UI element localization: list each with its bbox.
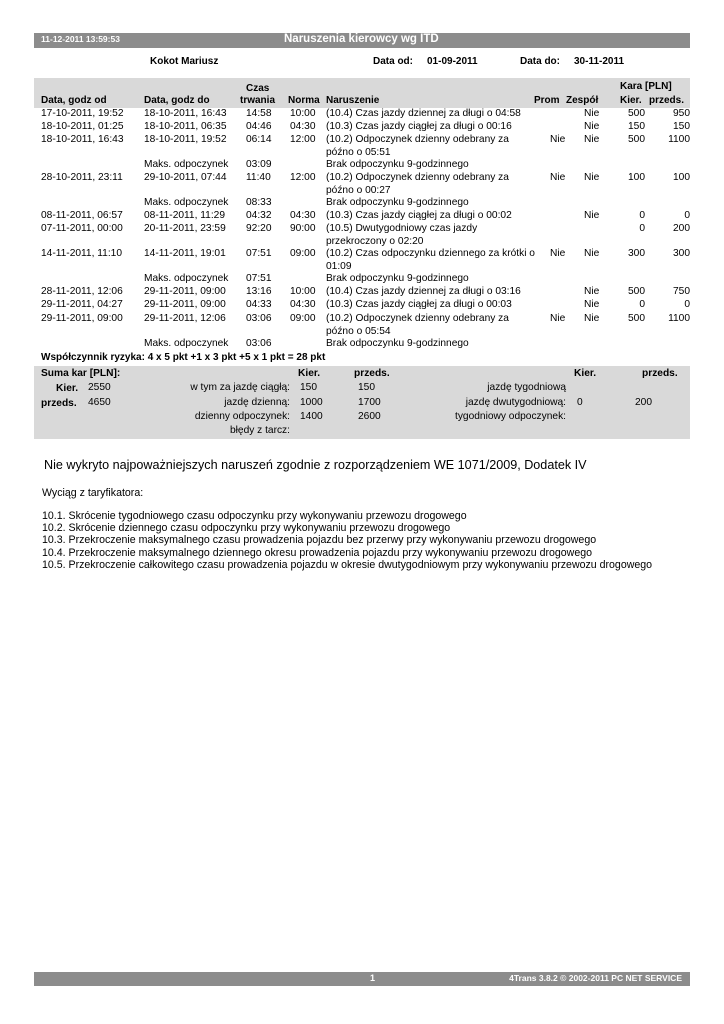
row-fine-driver: 500 bbox=[628, 313, 645, 324]
row-fine-company: 300 bbox=[673, 248, 690, 259]
row-fine-company: 950 bbox=[673, 108, 690, 119]
row-violation: (10.4) Czas jazdy dziennej za długi o 03:16 bbox=[326, 286, 521, 297]
row-fine-driver: 500 bbox=[628, 134, 645, 145]
row-violation: (10.3) Czas jazdy ciągłej za długi o 00:02 bbox=[326, 210, 512, 221]
row-to: 18-10-2011, 06:35 bbox=[144, 121, 227, 132]
row-fine-company: 200 bbox=[673, 223, 690, 234]
row-to: 20-11-2011, 23:59 bbox=[144, 223, 226, 234]
row-to: 29-10-2011, 07:44 bbox=[144, 172, 227, 183]
weekly-rest-label: tygodniowy odpoczynek: bbox=[455, 411, 566, 422]
row-from: 29-11-2011, 09:00 bbox=[41, 313, 123, 324]
row-fine-driver: 300 bbox=[628, 248, 645, 259]
col-team: Zespół bbox=[566, 95, 599, 106]
row-team: Nie bbox=[584, 172, 600, 183]
row-duration: 04:46 bbox=[246, 121, 272, 132]
row-violation: (10.2) Odpoczynek dzienny odebrany za późno o 05:51 bbox=[326, 134, 509, 158]
row-team: Nie bbox=[584, 286, 600, 297]
daily-rest-przeds: 2600 bbox=[358, 411, 381, 422]
summary-title: Suma kar [PLN]: bbox=[41, 368, 121, 379]
row-from: 07-11-2011, 00:00 bbox=[41, 223, 123, 234]
col-prom: Prom bbox=[534, 95, 560, 106]
tariff-legend bbox=[42, 510, 652, 571]
weekly-label: jazdę tygodniową bbox=[487, 382, 566, 393]
row-prom: Nie bbox=[550, 134, 566, 145]
col-violation: Naruszenie bbox=[326, 95, 380, 106]
driver-name: Kokot Mariusz bbox=[150, 56, 219, 67]
row-to: 14-11-2011, 19:01 bbox=[144, 248, 226, 259]
driver-total-label: Kier. bbox=[56, 383, 79, 394]
row-from: 08-11-2011, 06:57 bbox=[41, 210, 123, 221]
date-to-value: 30-11-2011 bbox=[574, 56, 625, 67]
row-from: 28-11-2011, 12:06 bbox=[41, 286, 123, 297]
row-duration: 14:58 bbox=[246, 108, 272, 119]
row-team: Nie bbox=[584, 313, 600, 324]
row-fine-company: 750 bbox=[673, 286, 690, 297]
daily-kier: 1000 bbox=[300, 397, 323, 408]
col-duration-line1: Czas bbox=[246, 83, 270, 94]
summary-col-kier-2: Kier. bbox=[574, 368, 597, 379]
fines-summary bbox=[34, 366, 690, 439]
legend-item: 10.5. Przekroczenie całkowitego czasu prowadzenia pojazdu w okresie dwutygodniowym przy wykonywaniu przewozu drogowego bbox=[42, 558, 653, 571]
row-from: 29-11-2011, 04:27 bbox=[41, 299, 123, 310]
copyright: 4Trans 3.8.2 © 2002-2011 PC NET SERVICE bbox=[509, 973, 682, 983]
row-violation: Brak odpoczynku 9-godzinnego bbox=[326, 338, 469, 349]
row-norm: 90:00 bbox=[290, 223, 316, 234]
row-to: 29-11-2011, 09:00 bbox=[144, 299, 226, 310]
row-violation: Brak odpoczynku 9-godzinnego bbox=[326, 273, 469, 284]
col-duration-line2: trwania bbox=[240, 95, 276, 106]
company-total-label: przeds. bbox=[41, 398, 77, 409]
row-to: Maks. odpoczynek bbox=[144, 338, 229, 349]
row-fine-driver: 150 bbox=[628, 121, 645, 132]
summary-col-przeds-2: przeds. bbox=[642, 368, 678, 379]
row-norm: 10:00 bbox=[290, 108, 316, 119]
row-from: 18-10-2011, 16:43 bbox=[41, 134, 124, 145]
row-to: Maks. odpoczynek bbox=[144, 197, 229, 208]
row-fine-driver: 0 bbox=[639, 210, 645, 221]
daily-rest-label: dzienny odpoczynek: bbox=[194, 411, 290, 422]
row-to: 08-11-2011, 11:29 bbox=[144, 210, 225, 221]
row-duration: 04:33 bbox=[246, 299, 272, 310]
col-to: Data, godz do bbox=[144, 95, 210, 106]
row-duration: 07:51 bbox=[246, 273, 272, 284]
row-to: 29-11-2011, 09:00 bbox=[144, 286, 226, 297]
col-fines: Kara [PLN] bbox=[620, 81, 672, 92]
row-prom: Nie bbox=[550, 313, 566, 324]
row-to: Maks. odpoczynek bbox=[144, 273, 229, 284]
row-from: 18-10-2011, 01:25 bbox=[41, 121, 124, 132]
report-footer-bar bbox=[34, 972, 690, 986]
row-from: 17-10-2011, 19:52 bbox=[41, 108, 124, 119]
serious-violations-notice: Nie wykryto najpoważniejszych naruszeń zgodnie z rozporządzeniem WE 1071/2009, Dodatek IV bbox=[44, 458, 587, 472]
row-duration: 13:16 bbox=[246, 286, 272, 297]
row-norm: 04:30 bbox=[290, 210, 316, 221]
report-header-bar bbox=[34, 33, 690, 48]
row-duration: 03:06 bbox=[246, 313, 272, 324]
date-to-label: Data do: bbox=[520, 56, 560, 67]
row-fine-company: 1100 bbox=[668, 313, 690, 324]
row-fine-company: 100 bbox=[673, 172, 690, 183]
row-to: 29-11-2011, 12:06 bbox=[144, 313, 226, 324]
row-prom: Nie bbox=[550, 248, 566, 259]
row-norm: 04:30 bbox=[290, 299, 316, 310]
row-violation: (10.5) Dwutygodniowy czas jazdy przekroczony o 02:20 bbox=[326, 223, 478, 247]
row-violation: (10.2) Odpoczynek dzienny odebrany za późno o 00:27 bbox=[326, 172, 509, 196]
legend-item: 10.1. Skrócenie tygodniowego czasu odpoczynku przy wykonywaniu przewozu drogowego bbox=[42, 510, 467, 522]
daily-label: jazdę dzienną: bbox=[224, 397, 290, 408]
row-team: Nie bbox=[584, 108, 600, 119]
row-team: Nie bbox=[584, 248, 600, 259]
biweekly-label: jazdę dwutygodniową: bbox=[465, 397, 566, 408]
row-duration: 07:51 bbox=[246, 248, 272, 259]
row-fine-company: 0 bbox=[684, 210, 690, 221]
row-fine-driver: 100 bbox=[628, 172, 645, 183]
col-from: Data, godz od bbox=[41, 95, 107, 106]
row-norm: 04:30 bbox=[290, 121, 316, 132]
row-duration: 03:09 bbox=[246, 159, 272, 170]
row-team: Nie bbox=[584, 134, 600, 145]
col-fine-driver: Kier. bbox=[620, 95, 642, 106]
continuous-label: w tym za jazdę ciągłą: bbox=[190, 382, 290, 393]
biweekly-kier: 0 bbox=[577, 397, 583, 408]
row-violation: (10.3) Czas jazdy ciągłej za długi o 00:03 bbox=[326, 299, 512, 310]
row-fine-driver: 0 bbox=[639, 223, 645, 234]
row-violation: Brak odpoczynku 9-godzinnego bbox=[326, 197, 469, 208]
row-duration: 08:33 bbox=[246, 197, 272, 208]
row-team: Nie bbox=[584, 210, 600, 221]
row-fine-driver: 0 bbox=[639, 299, 645, 310]
page-number: 1 bbox=[370, 973, 376, 983]
row-from: 28-10-2011, 23:11 bbox=[41, 172, 123, 183]
col-fine-company: przeds. bbox=[649, 95, 685, 106]
company-total-value: 4650 bbox=[88, 397, 111, 408]
row-from: 14-11-2011, 11:10 bbox=[41, 248, 122, 259]
biweekly-przeds: 200 bbox=[635, 397, 652, 408]
row-duration: 92:20 bbox=[246, 223, 272, 234]
row-duration: 04:32 bbox=[246, 210, 272, 221]
row-fine-driver: 500 bbox=[628, 108, 645, 119]
date-from-label: Data od: bbox=[373, 56, 413, 67]
row-team: Nie bbox=[584, 121, 600, 132]
driver-total-value: 2550 bbox=[88, 382, 111, 393]
row-violation: (10.4) Czas jazdy dziennej za długi o 04:58 bbox=[326, 108, 521, 119]
row-norm: 12:00 bbox=[290, 172, 316, 183]
row-to: Maks. odpoczynek bbox=[144, 159, 229, 170]
daily-rest-kier: 1400 bbox=[300, 411, 323, 422]
row-duration: 03:06 bbox=[246, 338, 272, 349]
legend-item: 10.4. Przekroczenie maksymalnego dziennego okresu prowadzenia pojazdu przy wykonywaniu przewozu drogowego bbox=[42, 546, 593, 559]
row-prom: Nie bbox=[550, 172, 566, 183]
row-violation: (10.2) Czas odpoczynku dziennego za krótki o 01:09 bbox=[326, 248, 535, 272]
row-norm: 10:00 bbox=[290, 286, 316, 297]
row-fine-driver: 500 bbox=[628, 286, 645, 297]
row-norm: 09:00 bbox=[290, 313, 316, 324]
row-to: 18-10-2011, 16:43 bbox=[144, 108, 227, 119]
row-norm: 12:00 bbox=[290, 134, 316, 145]
row-duration: 06:14 bbox=[246, 134, 272, 145]
row-fine-company: 0 bbox=[684, 299, 690, 310]
continuous-kier: 150 bbox=[300, 382, 317, 393]
tacho-errors-label: błędy z tarcz: bbox=[229, 425, 290, 436]
row-violation: (10.3) Czas jazdy ciągłej za długi o 00:16 bbox=[326, 121, 512, 132]
report-title: Naruszenia kierowcy wg ITD bbox=[284, 33, 439, 45]
tariff-excerpt-title: Wyciąg z taryfikatora: bbox=[42, 487, 144, 499]
summary-col-kier: Kier. bbox=[298, 368, 321, 379]
summary-col-przeds: przeds. bbox=[354, 368, 390, 379]
row-violation: (10.2) Odpoczynek dzienny odebrany za późno o 05:54 bbox=[326, 313, 509, 337]
row-violation: Brak odpoczynku 9-godzinnego bbox=[326, 159, 469, 170]
col-norm: Norma bbox=[288, 95, 320, 106]
legend-item: 10.3. Przekroczenie maksymalnego czasu prowadzenia pojazdu bez przerwy przy wykonywaniu przewozu drogowego bbox=[42, 534, 597, 547]
daily-przeds: 1700 bbox=[358, 397, 381, 408]
legend-item: 10.2. Skrócenie dziennego czasu odpoczynku przy wykonywaniu przewozu drogowego bbox=[42, 522, 451, 535]
print-timestamp: 11-12-2011 13:59:53 bbox=[41, 34, 120, 44]
row-fine-company: 1100 bbox=[668, 134, 690, 145]
row-norm: 09:00 bbox=[290, 248, 316, 259]
continuous-przeds: 150 bbox=[358, 382, 375, 393]
risk-factor: Współczynnik ryzyka: 4 x 5 pkt +1 x 3 pkt +5 x 1 pkt = 28 pkt bbox=[41, 352, 326, 363]
table-header bbox=[34, 78, 690, 108]
date-from-value: 01-09-2011 bbox=[427, 56, 478, 67]
row-duration: 11:40 bbox=[246, 172, 271, 183]
row-team: Nie bbox=[584, 299, 600, 310]
row-to: 18-10-2011, 19:52 bbox=[144, 134, 227, 145]
row-fine-company: 150 bbox=[673, 121, 690, 132]
